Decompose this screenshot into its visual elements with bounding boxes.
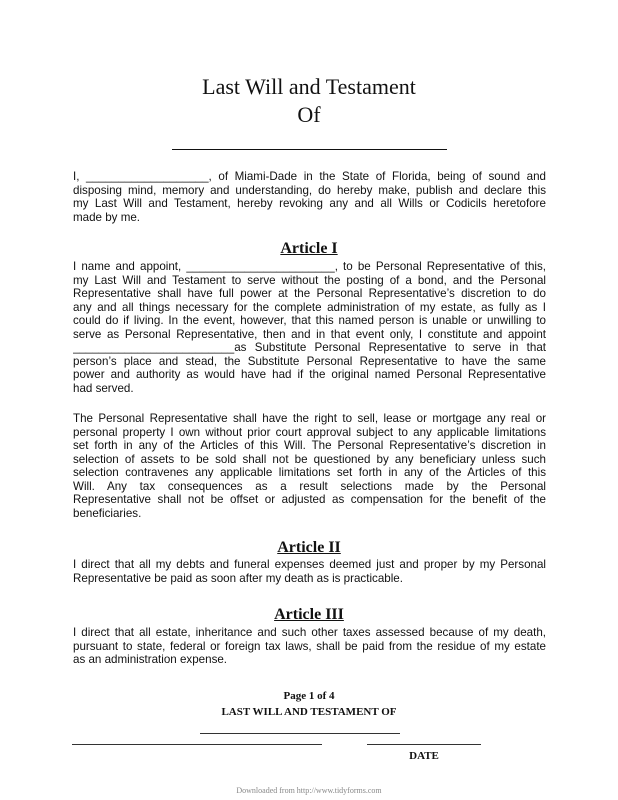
- intro-line: my Last Will and Testament, hereby revoking any and all Wills or Codicils heretofore: [73, 197, 546, 210]
- article-line: serve as Personal Representative, then and in that event only, I constitute and appoint: [73, 327, 546, 341]
- footer-name-line: [200, 733, 400, 734]
- article-line: _________________________as Substitute Personal Representative to serve in that: [73, 341, 546, 354]
- article-line: selection of assets to be sold shall not be questioned by any beneficiary unless such: [73, 452, 546, 466]
- signature-line: [72, 744, 322, 745]
- article-line: The Personal Representative shall have the right to sell, lease or mortgage any real or: [73, 412, 546, 425]
- article-line: I direct that all my debts and funeral expenses deemed just and proper by my Personal: [73, 558, 546, 571]
- article-line: selection contravenes any applicable limitations set forth in any of the Articles of this: [73, 466, 546, 479]
- download-credit: Downloaded from http://www.tidyforms.com: [236, 786, 382, 795]
- intro-line: made by me.: [73, 210, 141, 224]
- article-line: beneficiaries.: [73, 506, 142, 520]
- article-line: had served.: [73, 381, 134, 395]
- article-line: power and authority as would have had if the original named Personal Representative: [73, 368, 546, 381]
- footer-title: LAST WILL AND TESTAMENT OF: [221, 706, 397, 718]
- article-line: Will. Any tax consequences as a result selections made by the Personal: [73, 479, 546, 493]
- testator-name-line: [172, 149, 447, 150]
- article-line: Representative shall have full power at the Personal Representative’s discretion to do: [73, 287, 546, 300]
- article-line: I direct that all estate, inheritance and such other taxes assessed because of my death,: [73, 626, 546, 639]
- date-line: [367, 744, 481, 745]
- article-line: Representative be paid as soon after my death as is practicable.: [73, 571, 403, 585]
- article-3-paragraph: [73, 626, 546, 667]
- article-line: Representative shall not be offset or adjusted as compensation for the benefit of the: [73, 493, 546, 506]
- article-1-paragraph-1: [73, 260, 546, 395]
- article-line: I name and appoint, _______________________, to be Personal Representative of this,: [73, 260, 546, 273]
- article-3-heading: Article III: [274, 606, 344, 623]
- article-line: person’s place and stead, the Substitute Personal Representative to have the same: [73, 354, 546, 368]
- article-line: could do if living. In the event, however, that this named person is unable or unwilling to: [73, 314, 546, 327]
- article-line: set forth in any of the Articles of this Will. The Personal Representative’s discretion in: [73, 439, 546, 452]
- document-title: Last Will and Testament: [202, 74, 416, 99]
- intro-line: I, ___________________, of Miami-Dade in the State of Florida, being of sound and: [73, 170, 546, 183]
- date-label: DATE: [409, 750, 439, 762]
- intro-line: disposing mind, memory and understanding, do hereby make, publish and declare this: [73, 183, 546, 197]
- page-number: Page 1 of 4: [283, 690, 335, 702]
- article-1-paragraph-2: [73, 412, 546, 520]
- article-line: personal property I own without prior court approval subject to any applicable limitations: [73, 425, 546, 439]
- article-line: as an administration expense.: [73, 653, 228, 666]
- article-2-paragraph: [73, 558, 546, 585]
- document-title-of: Of: [297, 102, 321, 127]
- intro-paragraph: [73, 170, 546, 224]
- article-line: pursuant to state, federal or foreign tax laws, shall be paid from the residue of my estate: [73, 639, 546, 653]
- article-line: my Last Will and Testament to serve without the posting of a bond, and the Personal: [73, 273, 546, 287]
- article-line: any and all things necessary for the complete administration of my estate, as fully as I: [73, 300, 546, 314]
- article-1-heading: Article I: [280, 240, 338, 257]
- article-2-heading: Article II: [277, 539, 341, 556]
